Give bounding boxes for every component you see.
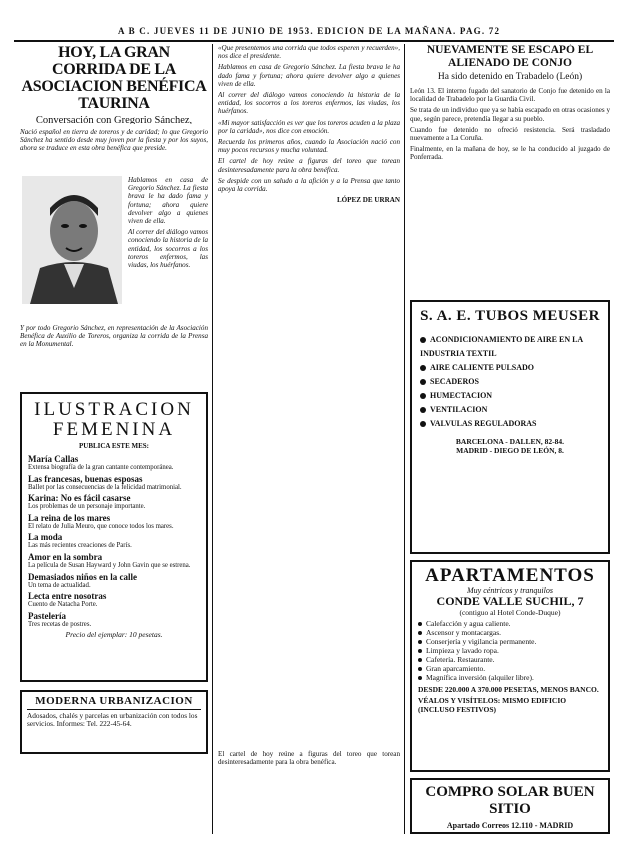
list-item: Pastelería Tres recetas de postres. xyxy=(28,610,92,628)
ilustracion-title-1: ILUSTRACION xyxy=(34,399,194,420)
list-item: Calefacción y agua caliente. xyxy=(418,619,602,628)
list-item: Gran aparcamiento. xyxy=(418,664,602,673)
list-item: Ascensor y montacargas. xyxy=(418,628,602,637)
column-divider xyxy=(404,44,405,834)
alienado-article xyxy=(410,44,610,294)
solar-title: COMPRO SOLAR BUEN SITIO xyxy=(425,784,595,817)
tubos-title: S. A. E. TUBOS MEUSER xyxy=(420,308,600,324)
ilustracion-title-2: FEMENINA xyxy=(52,419,176,440)
corrida-column-2 xyxy=(218,44,400,744)
corrida-signature: LÓPEZ DE URRAN xyxy=(336,196,400,205)
bullet-icon xyxy=(418,649,422,653)
header-rule xyxy=(14,40,614,42)
apartamentos-features xyxy=(418,619,602,682)
corrida-col1-side: Hablamos en casa de Gregorio Sánchez. La fiesta brava le ha dado fama y fortuna; ahora quiere devolver algo a quienes viven de ella. xyxy=(128,176,208,226)
alienado-p3: Cuando fue detenido no ofreció resistencia. Será trasladado nuevamente a La Coruña. xyxy=(410,125,610,143)
tubos-address-2: MADRID - DIEGO DE LEÓN, 8. xyxy=(456,446,564,455)
list-item: La moda Las más recientes creaciones de París. xyxy=(28,532,132,550)
corrida-intro: Nació español en tierra de toreros y de caridad; lo que Gregorio Sánchez ha sentido desde muy joven por la fiesta y por los suyos, ahora se traduce en esta obra benéfica que preside. xyxy=(20,128,208,153)
alienado-subhead: Ha sido detenido en Trabadelo (León) xyxy=(437,72,583,82)
list-item: Conserjería y vigilancia permanente. xyxy=(418,637,602,646)
list-item: Cafetería. Restaurante. xyxy=(418,655,602,664)
column-divider xyxy=(212,44,213,834)
tubos-meuser-ad xyxy=(410,300,610,554)
list-item: HUMECTACION xyxy=(420,389,600,403)
bullet-icon xyxy=(420,337,426,343)
bullet-icon xyxy=(418,622,422,626)
page-header xyxy=(0,0,620,38)
corrida-col2-p2: Hablamos en casa de Gregorio Sánchez. La fiesta brava le ha dado fama y fortuna; ahora quiere devolver algo a quienes viven de ella. xyxy=(218,63,400,88)
corrida-col2-p4: «Mi mayor satisfacción es ver que los toreros acuden a la plaza por la caridad», nos dice con emoción. xyxy=(218,118,400,135)
ilustracion-femenina-ad xyxy=(20,392,208,682)
bullet-icon xyxy=(420,407,426,413)
portrait-photo xyxy=(22,176,122,304)
apartamentos-subtitle: Muy céntricos y tranquilos xyxy=(467,586,553,595)
bullet-icon xyxy=(420,365,426,371)
corrida-headline-block xyxy=(20,44,208,124)
tubos-address-1: BARCELONA - DALLEN, 82-84. xyxy=(455,437,565,446)
ilustracion-subtitle: PUBLICA ESTE MES: xyxy=(78,442,150,450)
compro-solar-ad xyxy=(410,778,610,834)
list-item: Las francesas, buenas esposas Ballet por las consecuencias de la felicidad matrimonial. xyxy=(28,473,182,491)
list-item: Lecta entre nosotras Cuento de Natacha Porte. xyxy=(28,591,107,609)
corrida-col1-side-2: Al correr del diálogo vamos conociendo la historia de la entidad, los socorros a los toreros enfermos, las viudas, los huérfanos. xyxy=(128,228,208,270)
apartamentos-price: DESDE 220.000 A 370.000 PESETAS, MENOS BANCO. xyxy=(418,685,599,694)
header-line: A B C. JUEVES 11 DE JUNIO DE 1953. EDICION DE LA MAÑANA. PAG. 72 xyxy=(118,26,501,36)
list-item: Magnífica inversión (alquiler libre). xyxy=(418,673,602,682)
bullet-icon xyxy=(418,667,422,671)
alienado-p1: León 13. El interno fugado del sanatorio de Conjo fue detenido en la localidad de Trabadelo por la Guardia Civil. xyxy=(410,87,610,104)
urbanizacion-body: Adosados, chalés y parcelas en urbanización con todos los servicios. Informes: Tel. 222-45-64. xyxy=(27,711,198,729)
corrida-headline: HOY, LA GRAN CORRIDA DE LA ASOCIACION BENÉFICA TAURINA xyxy=(21,44,207,112)
list-item: VALVULAS REGULADORAS xyxy=(420,417,600,431)
ilustracion-items xyxy=(28,454,200,628)
corrida-column-1 xyxy=(20,128,208,383)
list-item: Amor en la sombra La película de Susan Hayward y John Gavin que se estrena. xyxy=(28,551,191,569)
tubos-feature-list xyxy=(420,333,600,431)
apartamentos-near: (contiguo al Hotel Conde-Duque) xyxy=(459,608,561,617)
portrait-image xyxy=(22,176,122,304)
apartamentos-visit: VÉALOS Y VISÍTELOS: MISMO EDIFICIO (INCLUSO FESTIVOS) xyxy=(418,696,567,714)
bullet-icon xyxy=(418,658,422,662)
list-item: VENTILACION xyxy=(420,403,600,417)
list-item: AIRE CALIENTE PULSADO xyxy=(420,361,600,375)
corrida-col2-p5: Recuerda los primeros años, cuando la Asociación nació con muy pocos recursos y mucha voluntad. xyxy=(218,138,400,155)
corrida-col2-p7: Se despide con un saludo a la afición y a la Prensa que tanto apoya la corrida. xyxy=(218,176,400,194)
bullet-icon xyxy=(420,379,426,385)
list-item: Limpieza y lavado ropa. xyxy=(418,646,602,655)
list-item: SECADEROS xyxy=(420,375,600,389)
apartamentos-ad xyxy=(410,560,610,772)
alienado-p2: Se trata de un individuo que ya se había escapado en otras ocasiones y que, según parece, pretendía llegar a su pueblo. xyxy=(410,106,610,123)
apartamentos-street: CONDE VALLE SUCHIL, 7 xyxy=(436,594,584,608)
apartamentos-title: APARTAMENTOS xyxy=(425,565,595,586)
bullet-icon xyxy=(418,640,422,644)
urbanizacion-ad xyxy=(20,690,208,754)
alienado-p4: Finalmente, en la mañana de hoy, se le ha conducido al juzgado de Ponferrada. xyxy=(410,145,610,162)
corrida-col2-p1: «Que presentemos una corrida que todos esperen y recuerden», nos dice el presidente. xyxy=(218,44,400,61)
corrida-subhead: Conversación con Gregorio Sánchez, xyxy=(35,115,193,124)
corrida-para1: Y por todo Gregorio Sánchez, en representación de la Asociación Benéfica de Auxilio de Toreros, organiza la corrida de la Prensa en la Monumental. xyxy=(20,324,208,349)
urbanizacion-title: MODERNA URBANIZACION xyxy=(27,695,201,710)
corrida-col2-p6: El cartel de hoy reúne a figuras del toreo que torean desinteresadamente para la obra benéfica. xyxy=(218,157,400,174)
ilustracion-price: Precio del ejemplar: 10 pesetas. xyxy=(65,630,163,640)
solar-body: Apartado Correos 12.110 - MADRID xyxy=(446,821,574,830)
list-item: Karina: No es fácil casarse Los problemas de un personaje importante. xyxy=(28,493,146,511)
corrida-footnote xyxy=(218,750,400,830)
list-item: La reina de los mares El relato de Julia Meuro, que conoce todos los mares. xyxy=(28,512,174,530)
corrida-col2-p3: Al correr del diálogo vamos conociendo la historia de la entidad, los socorros a los toreros enfermos, las viudas, los huérfanos. xyxy=(218,91,400,116)
alienado-headline: NUEVAMENTE SE ESCAPÓ EL ALIENADO DE CONJO xyxy=(426,44,594,69)
bullet-icon xyxy=(420,393,426,399)
corrida-footnote-text: El cartel de hoy reúne a figuras del toreo que torean desinteresadamente para la obra benéfica. xyxy=(218,750,400,767)
bullet-icon xyxy=(418,631,422,635)
bullet-icon xyxy=(420,421,426,427)
bullet-icon xyxy=(418,676,422,680)
list-item: Demasiados niños en la calle Un tema de actualidad. xyxy=(28,571,138,589)
list-item: María Callas Extensa biografía de la gran cantante contemporánea. xyxy=(28,454,174,471)
list-item: ACONDICIONAMIENTO DE AIRE EN LA INDUSTRIA TEXTIL xyxy=(420,335,583,358)
